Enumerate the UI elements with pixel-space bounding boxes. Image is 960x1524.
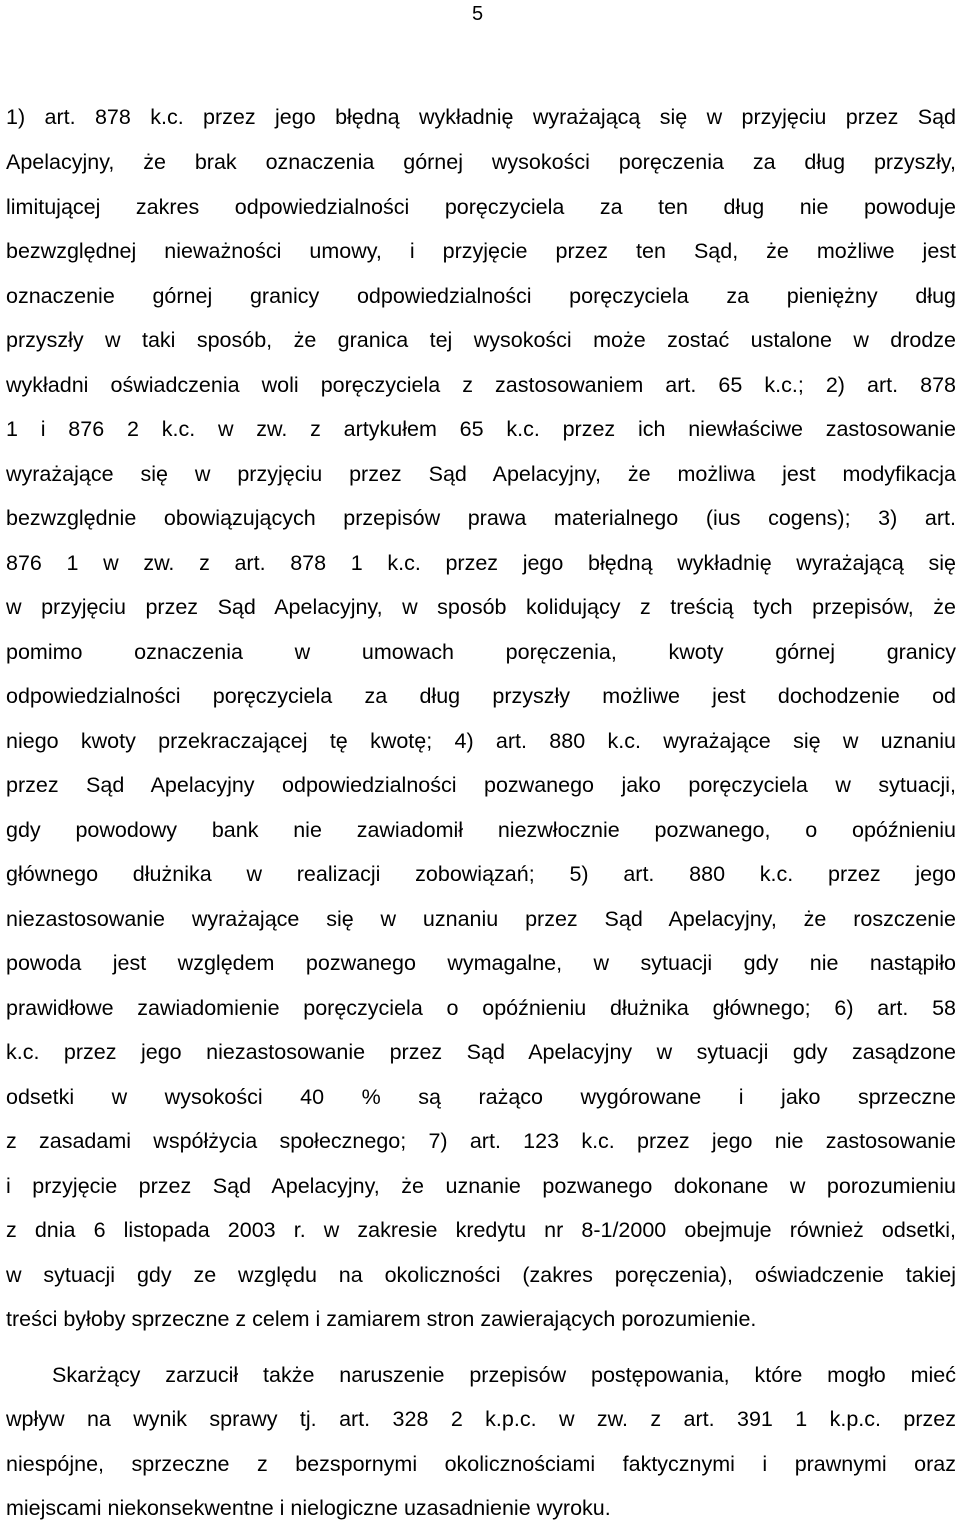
text-line: odpowiedzialności poręczyciela za dług przyszły możliwe jest dochodzenie od [6, 684, 956, 708]
text-line: przyszły w taki sposób, że granica tej wysokości może zostać ustalone w drodze [6, 328, 956, 352]
text-line: w przyjęciu przez Sąd Apelacyjny, w sposób kolidujący z treścią tych przepisów, że [6, 595, 956, 619]
text-line: 876 1 w zw. z art. 878 1 k.c. przez jego błędną wykładnię wyrażającą się [6, 551, 956, 575]
text-line: odsetki w wysokości 40 % są rażąco wygórowane i jako sprzeczne [6, 1085, 956, 1109]
text-line: niego kwoty przekraczającej tę kwotę; 4) art. 880 k.c. wyrażające się w uznaniu [6, 729, 956, 753]
text-line: i przyjęcie przez Sąd Apelacyjny, że uznanie pozwanego dokonane w porozumieniu [6, 1174, 956, 1198]
text-line: treści byłoby sprzeczne z celem i zamiarem stron zawierających porozumienie. [6, 1307, 757, 1331]
text-line: k.c. przez jego niezastosowanie przez Sąd Apelacyjny w sytuacji gdy zasądzone [6, 1040, 956, 1064]
text-line: 1) art. 878 k.c. przez jego błędną wykładnię wyrażającą się w przyjęciu przez Sąd [6, 105, 956, 129]
text-line: miejscami niekonsekwentne i nielogiczne uzasadnienie wyroku. [6, 1496, 611, 1520]
text-line: wyrażające się w przyjęciu przez Sąd Apelacyjny, że możliwa jest modyfikacja [6, 462, 956, 486]
text-line: oznaczenie górnej granicy odpowiedzialności poręczyciela za pieniężny dług [6, 284, 956, 308]
text-line: bezwzględnej nieważności umowy, i przyjęcie przez ten Sąd, że możliwe jest [6, 239, 956, 263]
text-line: wpływ na wynik sprawy tj. art. 328 2 k.p.c. w zw. z art. 391 1 k.p.c. przez [6, 1407, 956, 1431]
text-line: 1 i 876 2 k.c. w zw. z artykułem 65 k.c. przez ich niewłaściwe zastosowanie [6, 417, 956, 441]
text-line: w sytuacji gdy ze względu na okoliczności (zakres poręczenia), oświadczenie takiej [6, 1263, 956, 1287]
text-line: bezwzględnie obowiązujących przepisów prawa materialnego (ius cogens); 3) art. [6, 506, 956, 530]
text-line: niespójne, sprzeczne z bezspornymi okolicznościami faktycznymi i prawnymi oraz [6, 1452, 956, 1476]
page-number: 5 [472, 3, 484, 25]
text-line: prawidłowe zawiadomienie poręczyciela o opóźnieniu dłużnika głównego; 6) art. 58 [6, 996, 956, 1020]
text-line: Skarżący zarzucił także naruszenie przepisów postępowania, które mogło mieć [52, 1363, 956, 1387]
text-line: limitującej zakres odpowiedzialności poręczyciela za ten dług nie powoduje [6, 195, 956, 219]
text-line: głównego dłużnika w realizacji zobowiązań; 5) art. 880 k.c. przez jego [6, 862, 956, 886]
text-line: Apelacyjny, że brak oznaczenia górnej wysokości poręczenia za dług przyszły, [6, 150, 956, 174]
text-line: z dnia 6 listopada 2003 r. w zakresie kredytu nr 8-1/2000 obejmuje również odsetki, [6, 1218, 956, 1242]
text-line: przez Sąd Apelacyjny odpowiedzialności pozwanego jako poręczyciela w sytuacji, [6, 773, 956, 797]
text-line: wykładni oświadczenia woli poręczyciela z zastosowaniem art. 65 k.c.; 2) art. 878 [6, 373, 956, 397]
text-line: z zasadami współżycia społecznego; 7) art. 123 k.c. przez jego nie zastosowanie [6, 1129, 956, 1153]
text-line: pomimo oznaczenia w umowach poręczenia, kwoty górnej granicy [6, 640, 956, 664]
text-line: powoda jest względem pozwanego wymagalne, w sytuacji gdy nie nastąpiło [6, 951, 956, 975]
text-line: gdy powodowy bank nie zawiadomił niezwłocznie pozwanego, o opóźnieniu [6, 818, 956, 842]
text-line: niezastosowanie wyrażające się w uznaniu przez Sąd Apelacyjny, że roszczenie [6, 907, 956, 931]
